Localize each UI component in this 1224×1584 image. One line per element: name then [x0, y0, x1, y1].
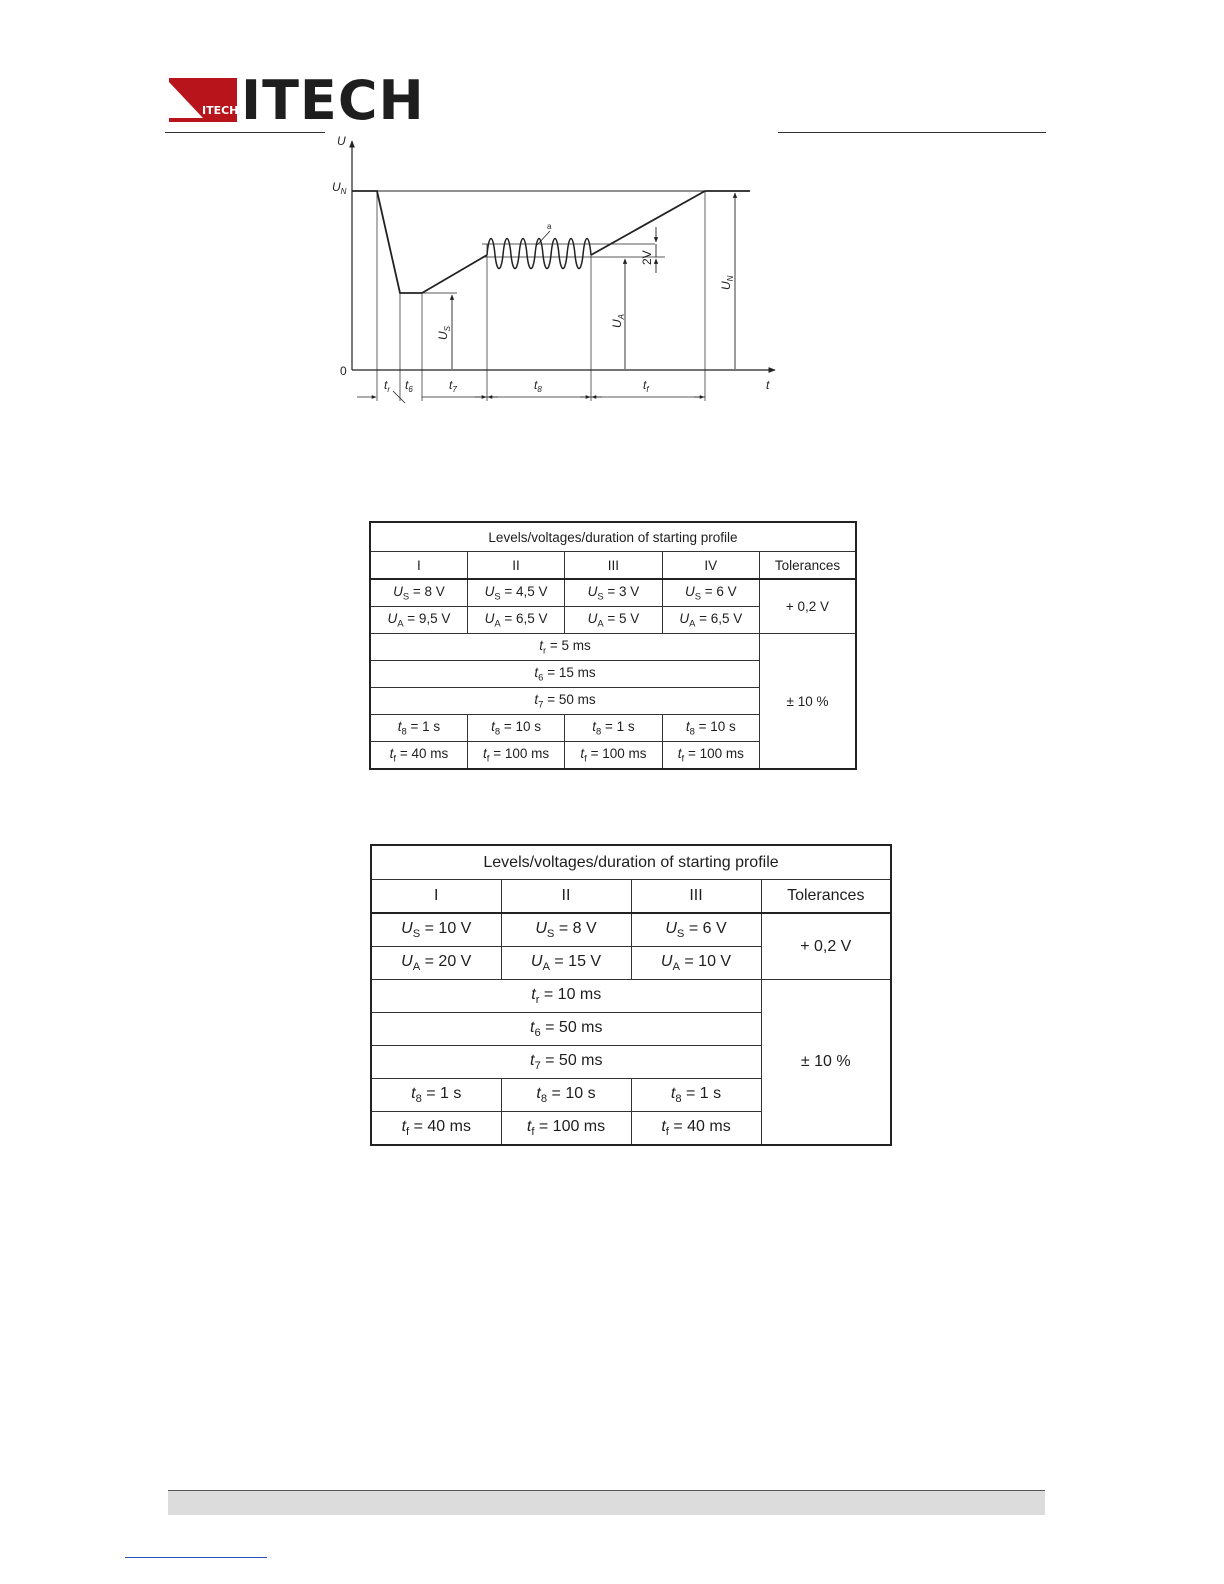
footer-bar: [168, 1490, 1045, 1515]
ua-cell: $U_A = 10$ V: [631, 947, 761, 980]
ua-label: $U_A$: [610, 313, 626, 328]
t6-cell: $t_6 = 15$ ms: [370, 661, 760, 688]
t8-cell: $t_8 = 1$ s: [565, 715, 662, 742]
tf-cell: $t_f = 100$ ms: [565, 742, 662, 770]
segment-label-t6: $t_6$: [405, 378, 413, 394]
t7-cell: $t_7 = 50$ ms: [370, 688, 760, 715]
ripple-label: 2V: [640, 250, 654, 265]
profile-curve-start: [352, 191, 487, 293]
t8-cell: $t_8 = 1$ s: [631, 1079, 761, 1112]
tf-cell: $t_f = 40$ ms: [370, 742, 467, 770]
us-cell: $U_S = 6$ V: [631, 913, 761, 947]
profile-curve-end: [591, 191, 750, 255]
starting-profile-table-2: [370, 844, 892, 1146]
un-right-label: $U_N$: [719, 275, 735, 290]
header-rule-left: [165, 132, 325, 133]
starting-profile-table-1: [369, 521, 857, 770]
tf-cell: $t_f = 40$ ms: [371, 1112, 501, 1146]
t6-cell: $t_6 = 50$ ms: [371, 1013, 761, 1046]
voltage-tolerance: + 0,2 V: [761, 913, 891, 980]
origin-label: 0: [340, 364, 347, 378]
us-cell: $U_S = 4,5$ V: [467, 579, 564, 607]
segment-label-t8: $t_8$: [534, 378, 542, 394]
us-cell: $U_S = 8$ V: [501, 913, 631, 947]
t8-cell: $t_8 = 1$ s: [370, 715, 467, 742]
voltage-tolerance: + 0,2 V: [760, 579, 857, 634]
column-header: IV: [662, 552, 759, 580]
us-cell: $U_S = 3$ V: [565, 579, 662, 607]
ua-cell: $U_A = 15$ V: [501, 947, 631, 980]
column-header: II: [501, 880, 631, 914]
y-axis-label: U: [337, 134, 346, 148]
column-header: I: [371, 880, 501, 914]
time-tolerance: ± 10 %: [760, 634, 857, 770]
footer-link-underline: [125, 1557, 267, 1558]
ua-cell: $U_A = 20$ V: [371, 947, 501, 980]
segment-label-tf: $t_f$: [643, 378, 649, 394]
ua-cell: $U_A = 5$ V: [565, 607, 662, 634]
t7-cell: $t_7 = 50$ ms: [371, 1046, 761, 1079]
header-rule-right: [778, 132, 1046, 133]
column-header: Tolerances: [761, 880, 891, 914]
t8-cell: $t_8 = 10$ s: [467, 715, 564, 742]
us-cell: $U_S = 10$ V: [371, 913, 501, 947]
tf-cell: $t_f = 100$ ms: [467, 742, 564, 770]
note-label: a: [547, 222, 552, 231]
column-header: II: [467, 552, 564, 580]
ua-cell: $U_A = 6,5$ V: [662, 607, 759, 634]
column-header: I: [370, 552, 467, 580]
time-tolerance: ± 10 %: [761, 980, 891, 1146]
segment-label-tr: $t_r$: [384, 378, 391, 394]
us-cell: $U_S = 8$ V: [370, 579, 467, 607]
t8-cell: $t_8 = 1$ s: [371, 1079, 501, 1112]
tr-cell: $t_r = 10$ ms: [371, 980, 761, 1013]
itech-logo: [169, 69, 425, 132]
starting-profile-diagram: [325, 133, 785, 405]
t8-cell: $t_8 = 10$ s: [662, 715, 759, 742]
us-cell: $U_S = 6$ V: [662, 579, 759, 607]
tr-cell: $t_r = 5$ ms: [370, 634, 760, 661]
table-title: Levels/voltages/duration of starting profile: [371, 845, 891, 880]
us-label: $U_S$: [436, 325, 452, 340]
tf-cell: $t_f = 100$ ms: [662, 742, 759, 770]
ua-cell: $U_A = 9,5$ V: [370, 607, 467, 634]
un-axis-label: $U_N$: [332, 180, 347, 196]
x-axis-label: t: [766, 378, 770, 392]
column-header: III: [631, 880, 761, 914]
t8-cell: $t_8 = 10$ s: [501, 1079, 631, 1112]
logo-word: ITECH: [241, 69, 425, 132]
table-title: Levels/voltages/duration of starting profile: [370, 522, 856, 552]
logo-mini-text: ITECH: [202, 104, 239, 117]
column-header: Tolerances: [760, 552, 857, 580]
segment-label-t7: $t_7$: [449, 378, 457, 394]
tf-cell: $t_f = 40$ ms: [631, 1112, 761, 1146]
logo-mark-icon: [169, 76, 241, 126]
tf-cell: $t_f = 100$ ms: [501, 1112, 631, 1146]
ua-cell: $U_A = 6,5$ V: [467, 607, 564, 634]
dim-tick: [393, 391, 405, 403]
column-header: III: [565, 552, 662, 580]
